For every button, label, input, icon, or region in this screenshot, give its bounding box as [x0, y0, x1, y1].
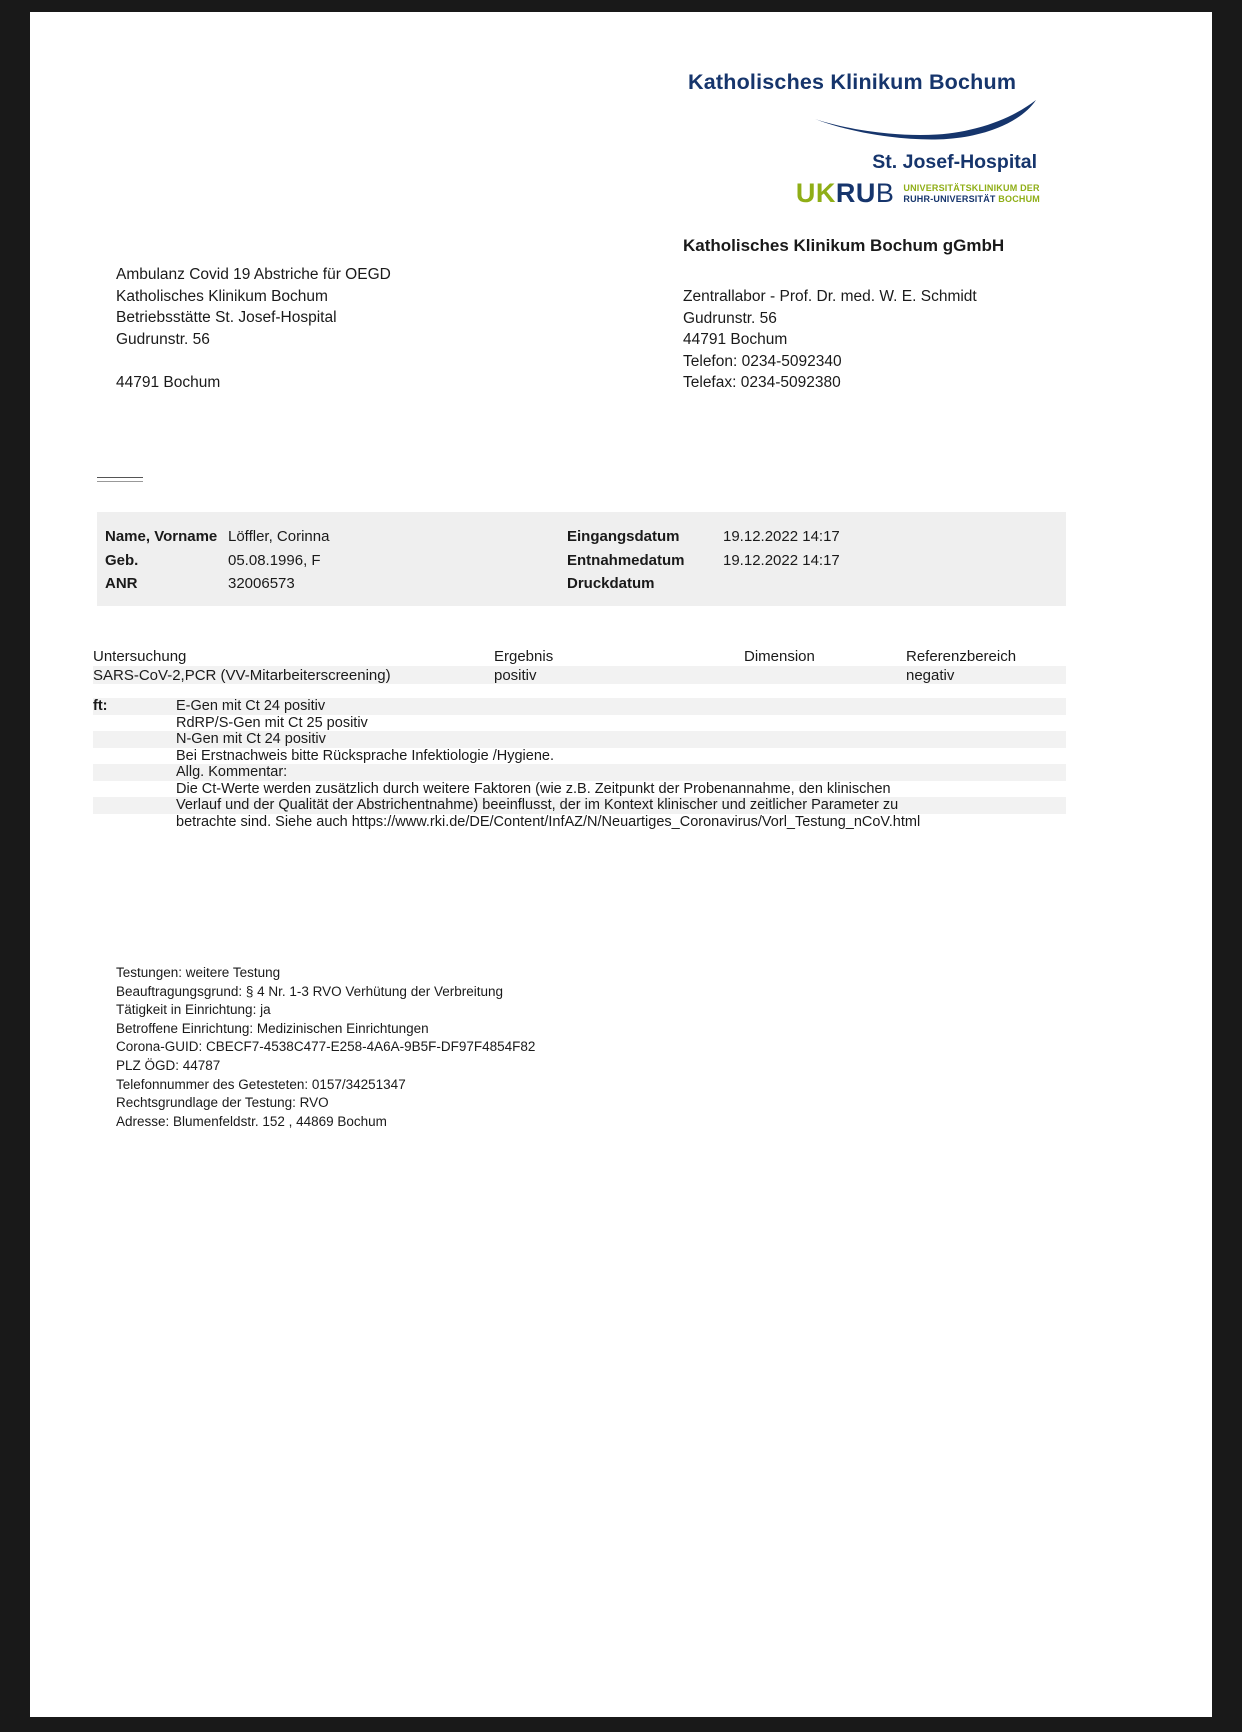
- results-table: [93, 647, 1066, 684]
- details-line: Telefonnummer des Getesteten: 0157/34251347: [116, 1076, 406, 1092]
- patient-label: Geb.: [105, 551, 139, 569]
- patient-value: 05.08.1996, F: [228, 551, 321, 569]
- footnote-line: RdRP/S-Gen mit Ct 25 positiv: [176, 714, 368, 731]
- patient-row: [105, 525, 1066, 549]
- recipient-line: Ambulanz Covid 19 Abstriche für OEGD: [116, 266, 391, 283]
- result-untersuchung: SARS-CoV-2,PCR (VV-Mitarbeiterscreening): [93, 666, 391, 684]
- rub-logo-text-line2: RUHR-UNIVERSITÄT BOCHUM: [903, 193, 1040, 204]
- sender-line: Telefon: 0234-5092340: [683, 352, 842, 370]
- recipient-city: 44791 Bochum: [116, 373, 221, 391]
- footnote-line: N-Gen mit Ct 24 positiv: [93, 731, 1066, 748]
- details-line: PLZ ÖGD: 44787: [116, 1057, 221, 1073]
- rub-logo-text: [903, 180, 1040, 204]
- details-line: Testungen: weitere Testung: [116, 965, 281, 980]
- footnote-line: E-Gen mit Ct 24 positiv: [93, 698, 1066, 715]
- patient-row: [105, 572, 1066, 596]
- rub-wordmark: [796, 180, 895, 206]
- patient-value: Löffler, Corinna: [228, 528, 330, 546]
- patient-value: 19.12.2022 14:17: [723, 528, 840, 546]
- testing-details: [116, 964, 535, 1131]
- rub-wordmark-uk: UK: [795, 178, 836, 208]
- patient-info-box: [97, 512, 1066, 606]
- recipient-line: Gudrunstr. 56: [116, 330, 210, 348]
- recipient-line: Betriebsstätte St. Josef-Hospital: [116, 309, 337, 326]
- sender-line: Zentrallabor - Prof. Dr. med. W. E. Schmidt: [683, 288, 977, 305]
- sender-address: [683, 286, 977, 394]
- patient-label: ANR: [105, 575, 138, 593]
- logo-swoosh-icon: [815, 98, 1037, 140]
- patient-label: Druckdatum: [567, 575, 655, 593]
- sender-line: Telefax: 0234-5092380: [683, 374, 841, 391]
- details-line: Beauftragungsgrund: § 4 Nr. 1-3 RVO Verhütung der Verbreitung: [116, 983, 504, 999]
- rub-wordmark-ru: RU: [835, 178, 876, 208]
- result-referenzbereich: negativ: [906, 666, 955, 684]
- footnote-line: Allg. Kommentar:: [93, 764, 1066, 781]
- patient-value: 19.12.2022 14:17: [723, 551, 840, 569]
- footnote-line: Die Ct-Werte werden zusätzlich durch weitere Faktoren (wie z.B. Zeitpunkt der Probenannahme, den klinischen: [176, 780, 891, 797]
- results-header-referenzbereich: Referenzbereich: [906, 648, 1017, 665]
- footnote-line: Verlauf und der Qualität der Abstrichentnahme) beeinflusst, der im Kontext klinischer und zeitlicher Parameter zu: [93, 797, 1066, 814]
- rub-logo-text-line1: UNIVERSITÄTSKLINIKUM DER: [903, 183, 1040, 193]
- patient-label: Eingangsdatum: [567, 528, 680, 546]
- sender-organization: Katholisches Klinikum Bochum gGmbH: [683, 236, 1005, 255]
- rub-logo: [796, 180, 1040, 206]
- rub-wordmark-b: B: [875, 178, 895, 208]
- footnote-line: Bei Erstnachweis bitte Rücksprache Infektiologie /Hygiene.: [176, 747, 554, 764]
- patient-label: Name, Vorname: [105, 528, 218, 546]
- sender-line: 44791 Bochum: [683, 331, 788, 348]
- sender-line: Gudrunstr. 56: [683, 309, 777, 327]
- document-page: [30, 12, 1212, 1717]
- hospital-name: St. Josef-Hospital: [872, 151, 1037, 173]
- patient-label: Entnahmedatum: [567, 551, 685, 569]
- details-line: Betroffene Einrichtung: Medizinischen Einrichtungen: [116, 1020, 429, 1036]
- result-ergebnis: positiv: [494, 666, 537, 684]
- results-header-ergebnis: Ergebnis: [494, 648, 554, 665]
- details-line: Corona-GUID: CBECF7-4538C477-E258-4A6A-9B5F-DF97F4854F82: [116, 1039, 536, 1055]
- results-header-untersuchung: Untersuchung: [93, 648, 187, 665]
- details-line: Tätigkeit in Einrichtung: ja: [116, 1002, 271, 1018]
- results-header-dimension: Dimension: [744, 648, 815, 665]
- recipient-line: Katholisches Klinikum Bochum: [116, 287, 328, 305]
- patient-value: 32006573: [228, 575, 295, 593]
- details-line: Rechtsgrundlage der Testung: RVO: [116, 1095, 329, 1111]
- recipient-address: [116, 264, 391, 393]
- results-header-row: [93, 647, 1066, 666]
- details-line: Adresse: Blumenfeldstr. 152 , 44869 Bochum: [116, 1113, 387, 1129]
- footnote-block: [93, 698, 1066, 830]
- footnote-line: betrachte sind. Siehe auch https://www.rki.de/DE/Content/InfAZ/N/Neuartiges_Coronavirus/Vorl_Testung_nCoV.html: [176, 813, 921, 830]
- footnote-label: ft:: [93, 698, 108, 714]
- fold-mark: [97, 477, 143, 482]
- results-row: [93, 666, 1066, 684]
- clinic-logo-title: Katholisches Klinikum Bochum: [688, 70, 1017, 94]
- patient-row: [105, 549, 1066, 573]
